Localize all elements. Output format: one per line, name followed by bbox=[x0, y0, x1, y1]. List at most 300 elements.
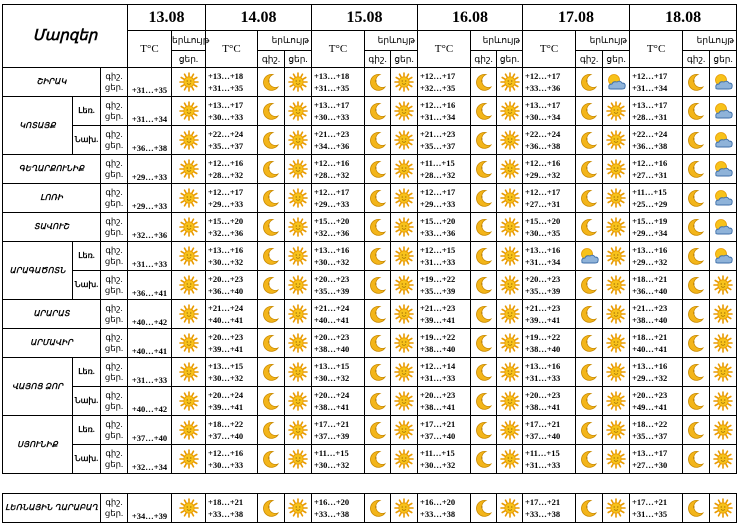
day-label: ցեր. bbox=[104, 285, 124, 295]
day-label: ցեր. bbox=[104, 508, 124, 518]
temp-day: +30…+32 bbox=[420, 460, 456, 470]
sun-icon bbox=[285, 304, 311, 324]
weather-cell bbox=[172, 126, 206, 155]
sun-icon bbox=[172, 362, 205, 382]
temp-day: +29…+32 bbox=[525, 170, 561, 180]
temp-day: +36…+38 bbox=[632, 141, 668, 151]
temp-night: +12…+16 bbox=[525, 158, 561, 168]
temp-range bbox=[523, 213, 576, 242]
sun-icon bbox=[285, 217, 311, 237]
weather-cell bbox=[365, 184, 391, 213]
moon-icon bbox=[576, 275, 602, 295]
temp-range bbox=[523, 97, 576, 126]
sun-cloud-icon bbox=[710, 217, 736, 237]
temp-day: +29…+33 bbox=[128, 155, 172, 184]
night-label: գիշ. bbox=[105, 497, 123, 507]
weather-cell bbox=[285, 155, 312, 184]
sun-icon bbox=[285, 333, 311, 353]
weather-cell bbox=[576, 358, 603, 387]
weather-cell bbox=[603, 155, 630, 184]
sun-icon bbox=[603, 275, 629, 295]
night-day-label bbox=[101, 416, 128, 445]
temp-night: +12…+16 bbox=[314, 158, 350, 168]
weather-cell bbox=[258, 242, 285, 271]
temperature-header: T°C bbox=[418, 31, 471, 68]
night-day-label bbox=[101, 358, 128, 387]
temp-range bbox=[206, 68, 258, 97]
date-header: 16.08 bbox=[418, 5, 523, 31]
sun-icon bbox=[603, 449, 629, 469]
weather-cell bbox=[683, 126, 710, 155]
regions-header: Մարզեր bbox=[3, 5, 128, 68]
day-label: ցեր. bbox=[104, 256, 124, 266]
temp-night: +11…+15 bbox=[632, 187, 667, 197]
night-day-label bbox=[101, 271, 128, 300]
temp-night: +11…+15 bbox=[525, 448, 560, 458]
night-day-label bbox=[101, 184, 128, 213]
weather-cell bbox=[603, 445, 630, 474]
moon-icon bbox=[365, 333, 390, 353]
region-name: ՎԱՅՈՑ ՁՈՐ bbox=[3, 358, 73, 416]
temp-day: +37…+39 bbox=[314, 431, 350, 441]
moon-icon bbox=[365, 304, 390, 324]
temperature-header: T°C bbox=[312, 31, 365, 68]
day-header: ցեր. bbox=[497, 51, 523, 68]
weather-cell bbox=[172, 494, 206, 523]
sun-icon bbox=[172, 188, 205, 208]
night-label: գիշ. bbox=[105, 245, 123, 255]
night-header: գիշ. bbox=[258, 51, 285, 68]
weather-cell bbox=[365, 97, 391, 126]
weather-cell bbox=[497, 329, 523, 358]
temp-range bbox=[206, 213, 258, 242]
weather-cell bbox=[258, 387, 285, 416]
moon-icon bbox=[471, 275, 496, 295]
sun-icon bbox=[285, 498, 311, 518]
temp-range bbox=[630, 445, 683, 474]
day-header: ցեր. bbox=[391, 51, 418, 68]
weather-cell bbox=[710, 97, 737, 126]
night-label: գիշ. bbox=[105, 419, 123, 429]
moon-icon bbox=[471, 130, 496, 150]
sun-icon bbox=[497, 130, 522, 150]
weather-cell bbox=[391, 155, 418, 184]
weather-cell bbox=[172, 387, 206, 416]
region-name: ԿՈՏԱՅՔ bbox=[3, 97, 73, 155]
night-label: գիշ. bbox=[105, 448, 123, 458]
temp-range bbox=[206, 445, 258, 474]
weather-cell bbox=[258, 126, 285, 155]
temp-night: +13…+16 bbox=[525, 361, 561, 371]
sun-icon bbox=[497, 498, 522, 518]
weather-cell bbox=[258, 155, 285, 184]
temp-range bbox=[523, 387, 576, 416]
moon-icon bbox=[683, 159, 709, 179]
weather-cell bbox=[391, 387, 418, 416]
temp-night: +20…+23 bbox=[525, 274, 561, 284]
weather-cell bbox=[576, 300, 603, 329]
weather-cell bbox=[365, 445, 391, 474]
temp-day: +40…+41 bbox=[632, 344, 668, 354]
temp-day: +33…+38 bbox=[314, 509, 350, 519]
sun-cloud-icon bbox=[710, 246, 736, 266]
temp-range bbox=[630, 494, 683, 523]
temp-range bbox=[312, 271, 365, 300]
weather-cell bbox=[497, 271, 523, 300]
temp-range bbox=[312, 213, 365, 242]
temp-day: +35…+39 bbox=[525, 286, 561, 296]
temp-range bbox=[206, 358, 258, 387]
weather-cell bbox=[497, 155, 523, 184]
temp-day: +32…+36 bbox=[208, 228, 244, 238]
sun-icon bbox=[603, 362, 629, 382]
day-label: ցեր. bbox=[104, 82, 124, 92]
sun-icon bbox=[603, 130, 629, 150]
weather-cell bbox=[710, 300, 737, 329]
temp-range bbox=[418, 358, 471, 387]
temp-night: +17…+21 bbox=[632, 497, 668, 507]
weather-cell bbox=[365, 155, 391, 184]
temp-range bbox=[418, 271, 471, 300]
weather-cell bbox=[471, 387, 497, 416]
weather-cell bbox=[285, 271, 312, 300]
temp-day: +28…+32 bbox=[208, 170, 244, 180]
moon-icon bbox=[258, 304, 284, 324]
moon-icon bbox=[258, 217, 284, 237]
weather-cell bbox=[471, 416, 497, 445]
sun-icon bbox=[497, 188, 522, 208]
sun-icon bbox=[603, 420, 629, 440]
moon-icon bbox=[576, 362, 602, 382]
day-label: ցեր. bbox=[104, 140, 124, 150]
temperature-header: T°C bbox=[523, 31, 576, 68]
weather-cell bbox=[258, 184, 285, 213]
zone-label: Լեռ. bbox=[73, 97, 101, 126]
temp-day: +32…+36 bbox=[314, 228, 350, 238]
temp-day: +29…+32 bbox=[632, 373, 668, 383]
weather-cell bbox=[471, 445, 497, 474]
temp-night: +15…+20 bbox=[208, 216, 244, 226]
temp-night: +11…+15 bbox=[420, 158, 455, 168]
temp-day: +31…+34 bbox=[128, 97, 172, 126]
weather-cell bbox=[683, 329, 710, 358]
weather-cell bbox=[172, 213, 206, 242]
temp-range bbox=[206, 494, 258, 523]
weather-cell bbox=[603, 416, 630, 445]
weather-cell bbox=[258, 494, 285, 523]
weather-cell bbox=[391, 242, 418, 271]
zone-label: Նախ. bbox=[73, 271, 101, 300]
date-header: 13.08 bbox=[128, 5, 206, 31]
forecast-row bbox=[3, 68, 737, 97]
weather-cell bbox=[471, 97, 497, 126]
temp-day: +49…+41 bbox=[632, 402, 668, 412]
sun-icon bbox=[172, 449, 205, 469]
moon-icon bbox=[365, 130, 390, 150]
sun-icon bbox=[710, 391, 736, 411]
weather-cell bbox=[391, 494, 418, 523]
sun-icon bbox=[710, 275, 736, 295]
sun-icon bbox=[285, 72, 311, 92]
moon-icon bbox=[471, 159, 496, 179]
weather-cell bbox=[258, 300, 285, 329]
temp-range bbox=[418, 387, 471, 416]
temp-night: +17…+21 bbox=[525, 497, 561, 507]
weather-cell bbox=[576, 494, 603, 523]
temp-range bbox=[312, 445, 365, 474]
temp-night: +19…+22 bbox=[420, 332, 456, 342]
sun-icon bbox=[391, 333, 417, 353]
night-header: գիշ. bbox=[471, 51, 497, 68]
weather-cell bbox=[576, 416, 603, 445]
temp-range bbox=[206, 329, 258, 358]
temp-night: +22…+24 bbox=[632, 129, 668, 139]
weather-cell bbox=[576, 445, 603, 474]
zone-label: Նախ. bbox=[73, 445, 101, 474]
moon-icon bbox=[365, 449, 390, 469]
sun-icon bbox=[172, 498, 205, 518]
temp-night: +12…+17 bbox=[420, 71, 456, 81]
temp-day: +34…+39 bbox=[128, 494, 172, 523]
temp-night: +20…+23 bbox=[420, 390, 456, 400]
temp-day: +31…+33 bbox=[525, 373, 561, 383]
temp-night: +13…+17 bbox=[632, 100, 668, 110]
moon-icon bbox=[471, 304, 496, 324]
temp-range bbox=[206, 155, 258, 184]
weather-cell bbox=[710, 271, 737, 300]
moon-icon bbox=[576, 217, 602, 237]
moon-icon bbox=[365, 72, 390, 92]
temp-day: +35…+37 bbox=[420, 141, 456, 151]
temp-day: +31…+35 bbox=[314, 83, 350, 93]
weather-cell bbox=[710, 416, 737, 445]
weather-cell bbox=[471, 155, 497, 184]
weather-cell bbox=[497, 416, 523, 445]
temp-day: +29…+32 bbox=[632, 257, 668, 267]
temp-range bbox=[418, 213, 471, 242]
sun-cloud-icon bbox=[710, 130, 736, 150]
day-label: ցեր. bbox=[104, 459, 124, 469]
weather-cell bbox=[603, 126, 630, 155]
moon-icon bbox=[365, 275, 390, 295]
temp-day: +32…+36 bbox=[128, 213, 172, 242]
temp-night: +19…+22 bbox=[420, 274, 456, 284]
temp-night: +20…+23 bbox=[314, 274, 350, 284]
temp-day: +28…+32 bbox=[314, 170, 350, 180]
temp-range bbox=[418, 300, 471, 329]
sun-icon bbox=[497, 391, 522, 411]
temp-night: +17…+21 bbox=[420, 419, 456, 429]
night-day-label bbox=[101, 494, 128, 523]
weather-cell bbox=[172, 184, 206, 213]
sun-icon bbox=[391, 304, 417, 324]
moon-icon bbox=[683, 246, 709, 266]
weather-cell bbox=[683, 184, 710, 213]
moon-icon bbox=[683, 217, 709, 237]
night-day-label bbox=[101, 387, 128, 416]
temp-range bbox=[523, 155, 576, 184]
temp-day: +36…+38 bbox=[525, 141, 561, 151]
day-header: ցեր. bbox=[603, 51, 630, 68]
date-header: 15.08 bbox=[312, 5, 418, 31]
day-label: ցեր. bbox=[104, 372, 124, 382]
weather-cell bbox=[391, 271, 418, 300]
temp-night: +13…+17 bbox=[314, 100, 350, 110]
temp-day: +27…+30 bbox=[632, 460, 668, 470]
sun-icon bbox=[710, 449, 736, 469]
temp-day: +31…+35 bbox=[128, 68, 172, 97]
temp-night: +20…+23 bbox=[525, 390, 561, 400]
weather-cell bbox=[285, 329, 312, 358]
weather-cell bbox=[497, 184, 523, 213]
weather-cell bbox=[710, 184, 737, 213]
moon-icon bbox=[365, 159, 390, 179]
temp-night: +17…+21 bbox=[314, 419, 350, 429]
day-header: ցեր. bbox=[285, 51, 312, 68]
temp-day: +36…+41 bbox=[128, 271, 172, 300]
moon-icon bbox=[683, 101, 709, 121]
sun-icon bbox=[172, 275, 205, 295]
sun-icon bbox=[497, 362, 522, 382]
region-name: ԱՐԱՐԱՏ bbox=[3, 300, 101, 329]
weather-cell bbox=[603, 68, 630, 97]
weather-cell bbox=[683, 494, 710, 523]
weather-cell bbox=[172, 242, 206, 271]
weather-cell bbox=[285, 126, 312, 155]
night-label: գիշ. bbox=[105, 390, 123, 400]
weather-cell bbox=[683, 445, 710, 474]
moon-icon bbox=[258, 420, 284, 440]
weather-cell bbox=[391, 445, 418, 474]
weather-cell bbox=[258, 271, 285, 300]
moon-icon bbox=[258, 362, 284, 382]
weather-cell bbox=[285, 387, 312, 416]
temp-night: +13…+16 bbox=[314, 245, 350, 255]
temp-day: +38…+40 bbox=[420, 344, 456, 354]
temp-range bbox=[312, 68, 365, 97]
sun-cloud-icon bbox=[710, 72, 736, 92]
weather-cell bbox=[471, 358, 497, 387]
temp-day: +32…+34 bbox=[128, 445, 172, 474]
weather-cell bbox=[391, 358, 418, 387]
moon-icon bbox=[365, 362, 390, 382]
temp-range bbox=[523, 358, 576, 387]
sun-icon bbox=[497, 304, 522, 324]
temp-range bbox=[312, 97, 365, 126]
temp-night: +20…+23 bbox=[208, 274, 244, 284]
temp-night: +12…+15 bbox=[420, 245, 456, 255]
weather-cell bbox=[172, 300, 206, 329]
moon-icon bbox=[365, 498, 390, 518]
night-label: գիշ. bbox=[105, 71, 123, 81]
temp-night: +18…+22 bbox=[632, 419, 668, 429]
weather-cell bbox=[603, 213, 630, 242]
temp-day: +31…+34 bbox=[525, 257, 561, 267]
temp-day: +31…+33 bbox=[128, 358, 172, 387]
temp-range bbox=[630, 387, 683, 416]
temp-range bbox=[418, 68, 471, 97]
moon-icon bbox=[365, 391, 390, 411]
weather-cell bbox=[576, 68, 603, 97]
night-label: գիշ. bbox=[105, 100, 123, 110]
temp-day: +30…+33 bbox=[208, 460, 244, 470]
weather-cell bbox=[710, 387, 737, 416]
temp-range bbox=[312, 494, 365, 523]
temp-range bbox=[418, 126, 471, 155]
temp-day: +29…+33 bbox=[314, 199, 350, 209]
moon-icon bbox=[683, 72, 709, 92]
temp-range bbox=[312, 329, 365, 358]
temp-day: +30…+32 bbox=[314, 460, 350, 470]
weather-cell bbox=[172, 271, 206, 300]
moon-icon bbox=[258, 333, 284, 353]
temp-day: +28…+32 bbox=[420, 170, 456, 180]
temp-day: +38…+40 bbox=[632, 315, 668, 325]
weather-cell bbox=[285, 445, 312, 474]
temp-night: +13…+15 bbox=[314, 361, 350, 371]
temp-night: +13…+17 bbox=[208, 100, 244, 110]
moon-icon bbox=[683, 420, 709, 440]
temp-day: +39…+41 bbox=[208, 402, 244, 412]
weather-cell bbox=[285, 416, 312, 445]
sun-icon bbox=[391, 275, 417, 295]
weather-cell bbox=[285, 494, 312, 523]
temp-day: +29…+33 bbox=[208, 199, 244, 209]
weather-cell bbox=[285, 184, 312, 213]
sun-icon bbox=[391, 159, 417, 179]
night-header: գիշ. bbox=[576, 51, 603, 68]
temp-night: +12…+16 bbox=[208, 448, 244, 458]
sun-icon bbox=[603, 498, 629, 518]
moon-icon bbox=[258, 275, 284, 295]
temp-day: +31…+33 bbox=[420, 373, 456, 383]
sun-icon bbox=[603, 333, 629, 353]
temp-range bbox=[523, 184, 576, 213]
weather-cell bbox=[365, 271, 391, 300]
temp-night: +20…+24 bbox=[314, 390, 350, 400]
temp-night: +18…+21 bbox=[632, 332, 668, 342]
temp-range bbox=[418, 494, 471, 523]
weather-cell bbox=[710, 445, 737, 474]
weather-cell bbox=[603, 387, 630, 416]
zone-label: Նախ. bbox=[73, 126, 101, 155]
weather-cell bbox=[471, 494, 497, 523]
day-label: ցեր. bbox=[104, 111, 124, 121]
temp-night: +18…+22 bbox=[208, 419, 244, 429]
temp-night: +13…+16 bbox=[632, 361, 668, 371]
weather-cell bbox=[683, 387, 710, 416]
temp-day: +30…+33 bbox=[208, 112, 244, 122]
moon-icon bbox=[576, 420, 602, 440]
temp-night: +13…+17 bbox=[525, 100, 561, 110]
moon-icon bbox=[576, 101, 602, 121]
sun-icon bbox=[285, 188, 311, 208]
sun-icon bbox=[391, 130, 417, 150]
temp-day: +36…+38 bbox=[128, 126, 172, 155]
sun-icon bbox=[285, 391, 311, 411]
temp-night: +13…+17 bbox=[632, 448, 668, 458]
forecast-row bbox=[3, 242, 737, 271]
region-name: ԳԵՂԱՐՔՈՒՆԻՔ bbox=[3, 155, 101, 184]
sun-icon bbox=[710, 333, 736, 353]
weather-cell bbox=[576, 329, 603, 358]
weather-cell bbox=[683, 68, 710, 97]
temp-night: +20…+23 bbox=[208, 332, 244, 342]
weather-cell bbox=[710, 358, 737, 387]
sun-icon bbox=[285, 101, 311, 121]
zone-label: Լեռ. bbox=[73, 358, 101, 387]
weather-cell bbox=[471, 184, 497, 213]
